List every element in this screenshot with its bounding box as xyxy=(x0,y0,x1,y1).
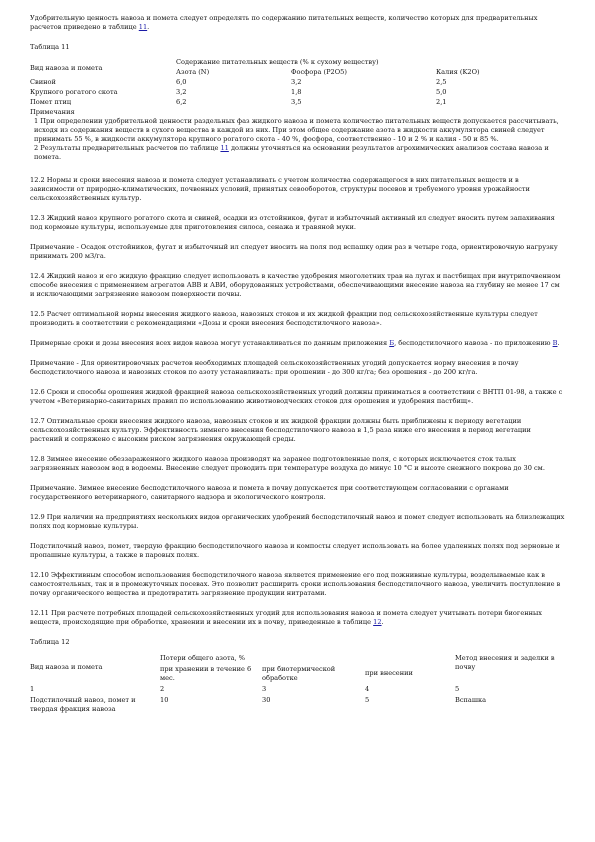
t12-header-type: Вид навоза и помета xyxy=(30,663,103,671)
note-norms: Примечание - Для ориентировочных расчетов необходимых площадей сельскохозяйственных угодий допускается норму внесения в почву бесподстилочного навоза и навозных стоков по азоту устанавливать: при орошении - до 300 кг/га; без орошения - до 200 кг/га. xyxy=(30,359,519,376)
note-2 xyxy=(30,144,565,162)
t12-num: 5 xyxy=(455,685,460,693)
t11-cell: 5,0 xyxy=(436,88,447,96)
t11-row-name: Крупного рогатого скота xyxy=(30,88,118,96)
t12-cell: 30 xyxy=(262,696,271,704)
doses-text-mid: , бесподстилочного навоза - по приложению xyxy=(394,339,553,347)
t11-header-potassium: Калия (K2O) xyxy=(436,68,480,76)
t12-header-application: при внесении xyxy=(365,669,413,677)
table-11-notes xyxy=(30,108,565,162)
table-12-link[interactable]: 12 xyxy=(373,618,382,626)
t12-cell: Вспашка xyxy=(455,696,487,704)
paragraph-12-2: 12.2 Нормы и сроки внесения навоза и помета следует устанавливать с учетом количества содержащегося в них питательных веществ и в зависимости от природно-климатических, почвенных условий, принятых севооборотов, структуры посевов и требуемого уровня урожайности сельскохозяйственных культур. xyxy=(30,176,530,202)
intro-paragraph xyxy=(30,14,565,32)
document-page xyxy=(30,14,565,715)
doses-text: Примерные сроки и дозы внесения всех видов навоза могут устанавливаться по данным приложения xyxy=(30,339,390,347)
t11-row-name: Свиной xyxy=(30,78,56,86)
t11-cell: 3,2 xyxy=(291,78,302,86)
table-11-link[interactable]: 11 xyxy=(138,23,148,31)
paragraph-doses xyxy=(30,339,565,348)
table-row xyxy=(30,695,565,715)
t11-cell: 2,5 xyxy=(436,78,447,86)
t11-cell: 2,1 xyxy=(436,98,447,106)
t12-num: 2 xyxy=(160,685,165,693)
paragraph-12-5: 12.5 Расчет оптимальной нормы внесения жидкого навоза, навозных стоков и их жидкой фракции под сельскохозяйственные культуры следует производить в соответствии с рекомендациями «Дозы и сроки внесения бесподстилочного навоза». xyxy=(30,310,538,327)
t11-row-name: Помет птиц xyxy=(30,98,72,106)
t12-header-method: Метод внесения и заделки в почву xyxy=(455,654,555,671)
table-row xyxy=(30,98,565,108)
appendix-v-link[interactable]: В xyxy=(552,339,558,347)
t12-row-name: Подстилочный навоз, помет и твердая фракция навоза xyxy=(30,696,136,713)
intro-end: . xyxy=(147,23,150,31)
nutrient-table xyxy=(30,58,565,108)
t11-cell: 6,2 xyxy=(176,98,187,106)
t11-cell: 1,8 xyxy=(291,88,302,96)
t11-cell: 3,2 xyxy=(176,88,187,96)
table-11-caption: Таблица 11 xyxy=(30,43,70,51)
note-2-text-end: должны уточняться на основании результатов агрохимических анализов состава навоза и помета. xyxy=(34,144,549,161)
t11-header-nitrogen: Азота (N) xyxy=(176,68,210,76)
nitrogen-loss-table xyxy=(30,653,565,715)
doses-text-end: . xyxy=(557,339,560,347)
t12-num: 1 xyxy=(30,685,35,693)
appendix-b-link[interactable]: Б xyxy=(389,339,395,347)
paragraph-12-11 xyxy=(30,609,565,627)
paragraph-litter-manure: Подстилочный навоз, помет, твердую фракцию бесподстилочного навоза и компосты следует использовать на более удаленных полях под зерновые и пропашные культуры, а также в паровых полях. xyxy=(30,542,560,559)
table-12-caption: Таблица 12 xyxy=(30,638,70,646)
table-row xyxy=(30,78,565,88)
paragraph-12-4: 12.4 Жидкий навоз и его жидкую фракцию следует использовать в качестве удобрения многолетних трав на лугах и пастбищах при внутрипочвенном способе внесения с применением агрегатов АВВ и АВИ, оборудованных устройствами, обеспечивающими внесение навоза на глубину не менее 17 см и исключающими загрязнение навозом поверхности почвы. xyxy=(30,272,561,298)
t11-header-group: Содержание питательных веществ (% к сухому веществу) xyxy=(176,58,379,66)
note-sediment: Примечание - Осадок отстойников, фугат и избыточный ил следует вносить на поля под вспашку один раз в четыре года, ориентировочную нагрузку принимать 200 м3/га. xyxy=(30,243,558,260)
table-row xyxy=(30,88,565,98)
t12-header-group: Потери общего азота, % xyxy=(160,654,246,662)
t11-header-type: Вид навоза и помета xyxy=(30,64,103,72)
t12-num: 3 xyxy=(262,685,267,693)
notes-title: Примечания xyxy=(30,108,75,116)
table-row xyxy=(30,684,565,695)
paragraph-12-10: 12.10 Эффективным способом использования бесподстилочного навоза является применение его под пожнивные культуры, возделываемые как в самостоятельных, так и в промежуточных посевах. Это позволит расширить сроки использования бесподстилочного навоза, увеличить поступление в почву органического вещества и предотвратить загрязнение продукции нитратами. xyxy=(30,571,561,597)
t12-num: 4 xyxy=(365,685,370,693)
t12-cell: 10 xyxy=(160,696,169,704)
t11-cell: 6,0 xyxy=(176,78,187,86)
t12-cell: 5 xyxy=(365,696,370,704)
paragraph-12-6: 12.6 Сроки и способы орошения жидкой фракцией навоза сельскохозяйственных угодий должны приниматься в соответствии с ВНТП 01-98, а также с учетом «Ветеринарно-санитарных правил по использованию животноводческих стоков для орошения и удобрения пастбищ». xyxy=(30,388,563,405)
paragraph-12-7: 12.7 Оптимальные сроки внесения жидкого навоза, навозных стоков и их жидкой фракции должны быть приближены к периоду вегетации сельскохозяйственных культур. Эффективность зимнего внесения бесподстилочного навоза в 1,5 раза ниже его внесения в период вегетации растений и сопряжено с высоким риском загрязнения окружающей среды. xyxy=(30,417,531,443)
calc-text: 12.11 При расчете потребных площадей сельскохозяйственных угодий для использования навоза и помета следует учитывать потери биогенных веществ, происходящие при обработке, хранении и внесении их в почву, приведенные в таблице xyxy=(30,609,543,626)
t12-header-biothermal: при биотермической обработке xyxy=(262,665,336,682)
calc-text-end: . xyxy=(381,618,384,626)
paragraph-12-3: 12.3 Жидкий навоз крупного рогатого скота и свиней, осадки из отстойников, фугат и избыточный активный ил следует вносить путем запахивания под кормовые культуры, используемые для приготовления силоса, сенажа и травяной муки. xyxy=(30,214,555,231)
t11-cell: 3,5 xyxy=(291,98,302,106)
note-2-text: 2 Результаты предварительных расчетов по таблице xyxy=(34,144,221,152)
paragraph-12-9: 12.9 При наличии на предприятиях нескольких видов органических удобрений бесподстилочный навоз и помет следует использовать на близлежащих полях под кормовые культуры. xyxy=(30,513,565,530)
intro-text: Удобрительную ценность навоза и помета следует определять по содержанию питательных веществ, количество которых для предварительных расчетов приведено в таблице xyxy=(30,14,538,31)
t11-header-phosphorus: Фосфора (P2O5) xyxy=(291,68,347,76)
note-1: 1 При определении удобрительной ценности раздельных фаз жидкого навоза и помета количество питательных веществ допускается рассчитывать, исходя из содержания веществ в сухого вещества в каждой из них. При этом общее содержание азота в жидкости аккумулятора свиней следует принимать 55 %, в жидкости аккумулятора крупного рогатого скота - 40 %, фосфора, соответственно - 10 и 2 % и калия - 50 и 85 %. xyxy=(34,117,559,143)
table-11-link[interactable]: 11 xyxy=(220,144,229,152)
t12-header-storage: при хранении в течение 6 мес. xyxy=(160,665,252,682)
note-winter: Примечание. Зимнее внесение бесподстилочного навоза и помета в почву допускается при соответствующем согласовании с органами государственного ветеринарного, санитарного надзора и экологического контроля. xyxy=(30,484,509,501)
paragraph-12-8: 12.8 Зимнее внесение обеззараженного жидкого навоза производят на заранее подготовленные поля, с которых исключается сток талых загрязненных навозом вод в водоемы. Внесение следует проводить при температуре воздуха до минус 10 °С и высоте снежного покрова до 30 см. xyxy=(30,455,545,472)
